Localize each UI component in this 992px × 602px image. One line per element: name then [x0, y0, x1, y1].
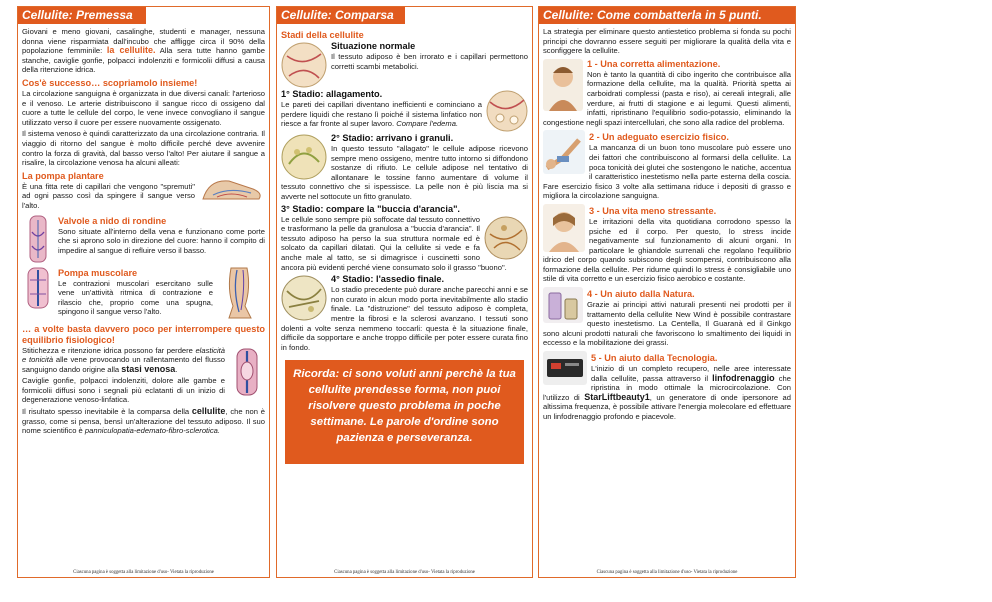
- heading-punto-4: 4 - Un aiuto dalla Natura.: [587, 289, 695, 300]
- heading-stadi: Stadi della cellulite: [281, 30, 364, 40]
- section-title: Cellulite: Come combatterla in 5 punti.: [539, 7, 795, 24]
- paragraph-stadio-3: Le cellule sono sempre più soffocate dal tessuto connettivo e trasformano la pelle da granulosa a "buccia d'arancia". Il tessuto adiposo ha perso la sua struttura normale ed è solcato da capillari dilatati. Qui la cellulite si vede e fa anche male al tatto, se si dimagrisce i cuscinetti sono ancora più evidenti perché viene consumato solo il grasso "buono".: [281, 214, 507, 272]
- heading-punto-2: 2 - Un adeguato esercizio fisico.: [589, 132, 729, 143]
- tissue-stage2-icon: [281, 134, 327, 180]
- paragraph-stitichezza: Stitichezza e ritenzione idrica possono far perdere elasticità e tonicità alle vene provocando un rallentamento del flusso sanguigno dando origine alla stasi venosa.: [22, 345, 225, 374]
- paragraph-normale: Il tessuto adiposo è ben irrorato e i capillari permettono corretti scambi metabolici.: [331, 52, 528, 71]
- paragraph-punto-4: Grazie ai principi attivi naturali presenti nei prodotti per il trattamento della cellulite New Wind è possibile contrastare questo inestetismo. La Centella, Il Guaranà ed il Ginkgo sono alcuni prodotti naturali che favoriscono lo smaltimento dei liquidi in eccesso e la mobilitazione dei grassi.: [543, 300, 791, 348]
- paragraph-venoso: Il sistema venoso è quindi caratterizzato da una circolazione contraria. Il viaggio di ritorno del sangue è molto difficile perché deve avvenire contro la forza di gravità, dal basso verso l'alto! Per aiutare il sangue a risalire, la circolazione venosa ha alcuni alleati:: [22, 129, 265, 168]
- heading-succede: Cos'è successo… scopriamolo insieme!: [22, 77, 198, 88]
- heading-a-volte: … a volte basta davvero poco per interrompere questo equilibrio fisiologico!: [22, 323, 265, 345]
- woman-eating-photo-icon: [543, 59, 583, 111]
- paragraph-punto-1: Non è tanto la quantità di cibo ingerito che contribuisce alla formazione della cellulite, ma la qualità. Priorità spetta ai carboidrati complessi (pasta e riso), ai cereali integrali, alle verdure, ai frutti di stagione e ai legumi. Questi alimenti, infatti, ripristinano l'equilibrio sodio-potassio, eliminando la congestione negli spazi intercellulari, che sono alla radice del problema.: [543, 69, 791, 127]
- tissue-stage4-icon: [281, 275, 327, 321]
- muscle-pump-illustration-icon: [22, 266, 54, 310]
- heading-punto-3: 3 - Una vita meno stressante.: [589, 205, 717, 216]
- paragraph-stadio-2: In questo tessuto "allagato" le cellule adipose ricevono sempre meno ossigeno, mentre tutto intorno si diffondono sostanze di rifiuto. Le cellule adipose nel tentativo di allontanare le tossine fanno aumentare di volume il tessuto connettivo che si ispessisce. La pelle non è più liscia ma si avverte nel sottocute un fitto granulato.: [281, 144, 528, 201]
- section-title: Cellulite: Comparsa: [277, 7, 405, 24]
- vein-valve-illustration-icon: [22, 214, 54, 264]
- paragraph-stadio-4: Lo stadio precedente può durare anche parecchi anni e se non curato in alcun modo porta inevitabilmente allo stadio finale. La "distruzione" del tessuto adiposo è completa, mentre la fibrosi e la sclerosi avanzano. I tessuti sono dolenti a volte senza nemmeno toccarli: questa è la situazione finale, difficile da sopportare e anche troppo difficile per poter essere curata fino in fondo.: [281, 285, 528, 352]
- paragraph-circolazione: La circolazione sanguigna è organizzata in due diversi canali: l'arterioso e il venoso. Le arterie distribuiscono il sangue ricco di ossigeno dal cuore a tutte le cellule del corpo, le vene invece convogliano il sangue utilizzato verso il cuore per essere nuovamente ossigenato.: [22, 88, 265, 127]
- foot-illustration-icon: [199, 171, 265, 205]
- intro-paragraph: La strategia per eliminare questo antiestetico problema si fonda su pochi principi che dovranno essere seguiti per migliorare la qualità della vita e sconfiggere la cellulite.: [543, 27, 791, 56]
- footer-note: Ciascuna pagina è soggetta alla limitazione d'uso- Vietata la riproduzione: [596, 570, 738, 575]
- ricorda-box: Ricorda: ci sono voluti anni perchè la tua cellulite prendesse forma, non puoi risolvere questo problema in poche settimane. Le parole d'ordine sono pazienza e perseveranza.: [285, 360, 524, 464]
- paragraph-punto-5: L'inizio di un completo recupero, nelle aree interessate dalla cellulite, passa attraverso il linfodrenaggio che ripristina in modo ottimale la microcircolazione. Con l'utilizzo di StarLiftbeauty1, un generatore di onde ipersonore ad altissima frequenza, è possibile attivare l'energia molecolare ed effettuare un linfodrenaggio profondo e piacevole.: [543, 364, 791, 421]
- exercise-photo-icon: [543, 130, 585, 174]
- heading-punto-5: 5 - Un aiuto dalla Tecnologia.: [591, 353, 718, 364]
- starlift-device-photo-icon: [543, 351, 587, 385]
- column-premessa: [17, 6, 270, 578]
- section-title: Cellulite: Premessa: [18, 7, 146, 24]
- intro-paragraph: Giovani e meno giovani, casalinghe, studenti e manager, nessuna donna viene risparmiata dall'incubo che affligge circa il 90% della popolazione femminile: la cellulite. Alla sera tutte hanno gambe stanche, caviglie gonfie, polpacci indolenziti e formicolii diffusi a causa della ritenzione idrica.: [22, 27, 265, 75]
- leg-veins-illustration-icon: [217, 266, 265, 320]
- paragraph-valvole: Sono situate all'interno della vena e funzionano come porte che si aprono solo in direzione del cuore: hanno il compito di impedire al sangue di refluire verso il basso.: [58, 226, 265, 255]
- heading-normale: Situazione normale: [331, 41, 416, 51]
- natural-products-photo-icon: [543, 287, 583, 323]
- heading-valvole: Valvole a nido di rondine: [58, 215, 167, 226]
- paragraph-punto-3: Le irritazioni della vita quotidiana corrodono spesso la psiche ed il corpo. Per questo, lo stress incide negativamente sul funzionamento di alcuni organi. In particolare le ghiandole surrenali che regolano l'equilibrio idrico del corpo quando subiscono degli scompensi, contribuiscono alla formazione della cellulite. Per ridurne quindi lo stress è consigliabile uno stile di vita corretto e un esercizio fisico aerobico e costante.: [543, 216, 791, 284]
- column-comparsa: [276, 6, 533, 578]
- tissue-stage1-icon: [486, 90, 528, 132]
- vein-stasis-illustration-icon: [229, 347, 265, 397]
- heading-pompa-plantare: La pompa plantare: [22, 170, 104, 181]
- paragraph-pompa-plantare: È una fitta rete di capillari che vengono "spremuti" ad ogni passo così da spingere il sangue verso l'alto.: [22, 181, 195, 210]
- tissue-normal-icon: [281, 42, 327, 88]
- paragraph-risultato: Il risultato spesso inevitabile è la comparsa della cellulite, che non è grasso, come si pensa, bensì un'alterazione del tessuto adiposo. Il suo nome scientifico è panniculopatia-edemato-fibro-sclerotica.: [22, 406, 265, 436]
- heading-pompa-muscolare: Pompa muscolare: [58, 267, 138, 278]
- footer-note: Ciascuna pagina è soggetta alla limitazione d'uso- Vietata la riproduzione: [334, 570, 475, 575]
- paragraph-pompa-muscolare: Le contrazioni muscolari esercitano sulle vene un'attività ritmica di contrazione e rilascio che, proprio come una spugna, spingono il sangue verso l'alto.: [58, 278, 213, 317]
- column-combatterla: [538, 6, 796, 578]
- footer-note: Ciascuna pagina è soggetta alla limitazione d'uso- Vietata la riproduzione: [73, 570, 214, 575]
- heading-stadio-2: 2° Stadio: arrivano i granuli.: [331, 133, 454, 143]
- paragraph-stadio-1: Le pareti dei capillari diventano inefficienti e cominciano a perdere liquidi che restano lì poiché il sistema linfatico non riesce a far fronte al super lavoro. Compare l'edema.: [281, 100, 482, 129]
- paragraph-punto-2: La mancanza di un buon tono muscolare può essere uno dei fattori che contribuiscono al formarsi della cellulite. La poca tonicità dei glutei che sostengono le natiche, accentua il caratteristico inestetismo nella parte esterna della coscia. Fare esercizio fisico 3 volte alla settimana riduce i depositi di grasso e migliora la circolazione sanguigna.: [543, 143, 791, 201]
- heading-stadio-3: 3° Stadio: compare la "buccia d'arancia".: [281, 203, 460, 214]
- heading-stadio-4: 4° Stadio: l'assedio finale.: [331, 274, 445, 285]
- heading-punto-1: 1 - Una corretta alimentazione.: [587, 58, 721, 69]
- tissue-stage3-icon: [484, 216, 528, 260]
- heading-stadio-1: 1° Stadio: allagamento.: [281, 89, 383, 99]
- paragraph-caviglie: Caviglie gonfie, polpacci indolenziti, dolore alle gambe e formicolii diffusi sono i segnali più eclatanti di un inizio di degenerazione venoso-linfatica.: [22, 376, 225, 405]
- relaxed-woman-photo-icon: [543, 204, 585, 252]
